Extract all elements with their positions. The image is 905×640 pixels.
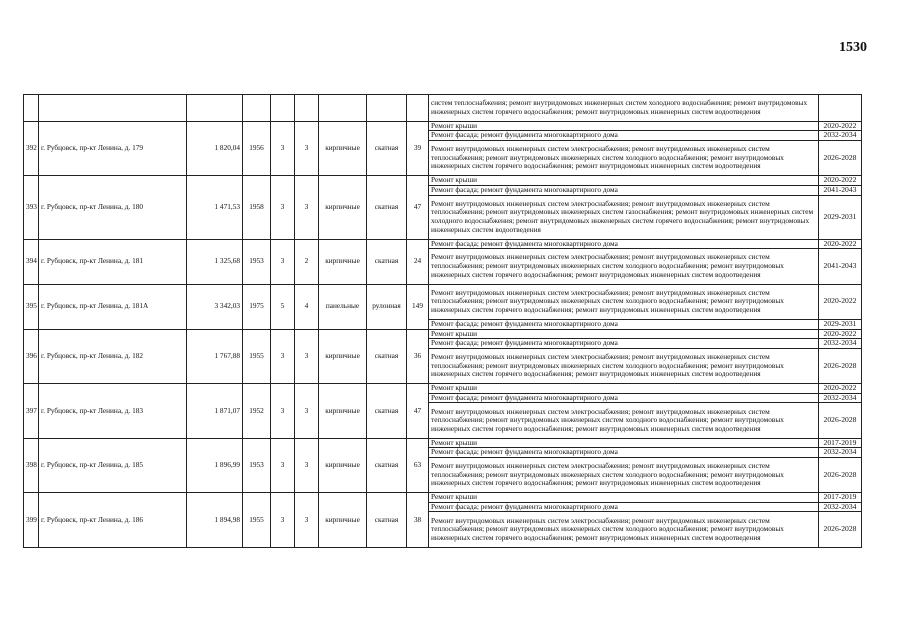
apartment-count: 47 bbox=[407, 176, 429, 239]
roof-type: скатная bbox=[367, 384, 407, 439]
work-period: 2032-2034 bbox=[819, 393, 862, 403]
work-description: Ремонт внутридомовых инженерных систем электроснабжения; ремонт внутридомовых инженерных систем теплоснабжения; ремонт внутридомовых инженерных систем холодного водоснабжения; ремонт внутридомовых инженерных систем горячего водоснабжения; ремонт внутридомовых инженерных систем водоотведения bbox=[429, 348, 819, 383]
wall-material: кирпичные bbox=[319, 239, 367, 284]
work-period: 2026-2028 bbox=[819, 140, 862, 175]
roof-type: скатная bbox=[367, 176, 407, 239]
work-period: 2020-2022 bbox=[819, 284, 862, 319]
work-description: Ремонт крыши bbox=[429, 176, 819, 186]
work-period: 2026-2028 bbox=[819, 457, 862, 492]
work-description: систем теплоснабжения; ремонт внутридомовых инженерных систем холодного водоснабжения; ремонт внутридомовых инженерных систем горячего водоснабжения; ремонт внутридомовых инженерных систем водоотведения bbox=[429, 95, 819, 122]
total-area: 1 896,99 bbox=[187, 438, 243, 493]
work-description: Ремонт внутридомовых инженерных систем электроснабжения; ремонт внутридомовых инженерных систем теплоснабжения; ремонт внутридомовых инженерных систем холодного водоснабжения; ремонт внутридомовых инженерных систем горячего водоснабжения; ремонт внутридомовых инженерных систем водоотведения bbox=[429, 249, 819, 284]
work-period: 2041-2043 bbox=[819, 249, 862, 284]
work-description: Ремонт фасада; ремонт фундамента многоквартирного дома bbox=[429, 185, 819, 195]
building-number: 395 bbox=[24, 284, 39, 329]
build-year: 1956 bbox=[243, 121, 271, 176]
building-number: 399 bbox=[24, 493, 39, 548]
table-row bbox=[24, 284, 862, 319]
wall-material: кирпичные bbox=[319, 493, 367, 548]
work-period: 2032-2034 bbox=[819, 448, 862, 458]
apartment-count: 24 bbox=[407, 239, 429, 284]
building-number: 392 bbox=[24, 121, 39, 176]
building-number: 396 bbox=[24, 329, 39, 384]
work-period: 2029-2031 bbox=[819, 319, 862, 329]
address: г. Рубцовск, пр-кт Ленина, д. 179 bbox=[39, 121, 187, 176]
work-description: Ремонт фасада; ремонт фундамента многоквартирного дома bbox=[429, 393, 819, 403]
work-period: 2017-2019 bbox=[819, 438, 862, 448]
roof-type: скатная bbox=[367, 239, 407, 284]
roof-type: скатная bbox=[367, 329, 407, 384]
floor-count: 3 bbox=[271, 438, 295, 493]
entrance-count: 3 bbox=[295, 329, 319, 384]
total-area: 1 894,98 bbox=[187, 493, 243, 548]
cell-empty bbox=[24, 95, 39, 122]
address: г. Рубцовск, пр-кт Ленина, д. 181 bbox=[39, 239, 187, 284]
work-period: 2041-2043 bbox=[819, 185, 862, 195]
table-row bbox=[24, 384, 862, 394]
floor-count: 3 bbox=[271, 121, 295, 176]
floor-count: 3 bbox=[271, 384, 295, 439]
address: г. Рубцовск, пр-кт Ленина, д. 180 bbox=[39, 176, 187, 239]
apartment-count: 39 bbox=[407, 121, 429, 176]
work-description: Ремонт крыши bbox=[429, 493, 819, 503]
floor-count: 3 bbox=[271, 176, 295, 239]
work-period: 2032-2034 bbox=[819, 131, 862, 141]
build-year: 1958 bbox=[243, 176, 271, 239]
work-description: Ремонт внутридомовых инженерных систем электроснабжения; ремонт внутридомовых инженерных систем теплоснабжения; ремонт внутридомовых инженерных систем газоснабжения; ремонт внутридомовых инженерных систем холодного водоснабжения; ремонт внутридомовых инженерных систем горячего водоснабжения; ремонт внутридомовых инженерных систем водоотведения bbox=[429, 195, 819, 239]
apartment-count: 38 bbox=[407, 493, 429, 548]
work-period: 2020-2022 bbox=[819, 239, 862, 249]
build-year: 1975 bbox=[243, 284, 271, 329]
entrance-count: 2 bbox=[295, 239, 319, 284]
cell-empty bbox=[271, 95, 295, 122]
work-description: Ремонт крыши bbox=[429, 438, 819, 448]
cell-empty bbox=[367, 95, 407, 122]
cell-empty bbox=[295, 95, 319, 122]
entrance-count: 3 bbox=[295, 176, 319, 239]
work-description: Ремонт внутридомовых инженерных систем электроснабжения; ремонт внутридомовых инженерных систем теплоснабжения; ремонт внутридомовых инженерных систем холодного водоснабжения; ремонт внутридомовых инженерных систем горячего водоснабжения; ремонт внутридомовых инженерных систем водоотведения bbox=[429, 403, 819, 438]
apartment-count: 47 bbox=[407, 384, 429, 439]
work-period: 2020-2022 bbox=[819, 176, 862, 186]
address: г. Рубцовск, пр-кт Ленина, д. 182 bbox=[39, 329, 187, 384]
work-description: Ремонт крыши bbox=[429, 329, 819, 339]
apartment-count: 36 bbox=[407, 329, 429, 384]
floor-count: 3 bbox=[271, 493, 295, 548]
total-area: 1 767,88 bbox=[187, 329, 243, 384]
build-year: 1953 bbox=[243, 438, 271, 493]
wall-material: кирпичные bbox=[319, 329, 367, 384]
work-period: 2029-2031 bbox=[819, 195, 862, 239]
work-description: Ремонт фасада; ремонт фундамента многоквартирного дома bbox=[429, 239, 819, 249]
work-description: Ремонт фасада; ремонт фундамента многоквартирного дома bbox=[429, 131, 819, 141]
work-description: Ремонт внутридомовых инженерных систем электроснабжения; ремонт внутридомовых инженерных систем теплоснабжения; ремонт внутридомовых инженерных систем холодного водоснабжения; ремонт внутридомовых инженерных систем горячего водоснабжения; ремонт внутридомовых инженерных систем водоотведения bbox=[429, 457, 819, 492]
build-year: 1953 bbox=[243, 239, 271, 284]
cell-empty bbox=[319, 95, 367, 122]
work-period: 2026-2028 bbox=[819, 403, 862, 438]
wall-material: кирпичные bbox=[319, 121, 367, 176]
roof-type: рулонная bbox=[367, 284, 407, 329]
building-number: 393 bbox=[24, 176, 39, 239]
work-period: 2020-2022 bbox=[819, 329, 862, 339]
total-area: 1 871,07 bbox=[187, 384, 243, 439]
roof-type: скатная bbox=[367, 438, 407, 493]
table-row bbox=[24, 438, 862, 448]
address: г. Рубцовск, пр-кт Ленина, д. 183 bbox=[39, 384, 187, 439]
address: г. Рубцовск, пр-кт Ленина, д. 186 bbox=[39, 493, 187, 548]
table-row bbox=[24, 121, 862, 131]
cell-empty bbox=[407, 95, 429, 122]
capital-repair-table bbox=[23, 94, 862, 548]
build-year: 1952 bbox=[243, 384, 271, 439]
entrance-count: 4 bbox=[295, 284, 319, 329]
work-period: 2026-2028 bbox=[819, 512, 862, 547]
wall-material: кирпичные bbox=[319, 176, 367, 239]
building-number: 397 bbox=[24, 384, 39, 439]
wall-material: панельные bbox=[319, 284, 367, 329]
work-description: Ремонт крыши bbox=[429, 121, 819, 131]
entrance-count: 3 bbox=[295, 384, 319, 439]
address: г. Рубцовск, пр-кт Ленина, д. 185 bbox=[39, 438, 187, 493]
apartment-count: 63 bbox=[407, 438, 429, 493]
work-description: Ремонт внутридомовых инженерных систем электроснабжения; ремонт внутридомовых инженерных систем теплоснабжения; ремонт внутридомовых инженерных систем холодного водоснабжения; ремонт внутридомовых инженерных систем горячего водоснабжения; ремонт внутридомовых инженерных систем водоотведения bbox=[429, 284, 819, 319]
build-year: 1955 bbox=[243, 493, 271, 548]
entrance-count: 3 bbox=[295, 493, 319, 548]
table-body bbox=[24, 95, 862, 548]
continuation-row bbox=[24, 95, 862, 122]
total-area: 1 325,68 bbox=[187, 239, 243, 284]
work-period bbox=[819, 95, 862, 122]
build-year: 1955 bbox=[243, 329, 271, 384]
entrance-count: 3 bbox=[295, 438, 319, 493]
work-period: 2020-2022 bbox=[819, 121, 862, 131]
work-description: Ремонт внутридомовых инженерных систем электроснабжения; ремонт внутридомовых инженерных систем теплоснабжения; ремонт внутридомовых инженерных систем холодного водоснабжения; ремонт внутридомовых инженерных систем горячего водоснабжения; ремонт внутридомовых инженерных систем водоотведения bbox=[429, 140, 819, 175]
apartment-count: 149 bbox=[407, 284, 429, 329]
work-description: Ремонт фасада; ремонт фундамента многоквартирного дома bbox=[429, 319, 819, 329]
cell-empty bbox=[39, 95, 187, 122]
floor-count: 3 bbox=[271, 329, 295, 384]
table-row bbox=[24, 329, 862, 339]
total-area: 1 820,04 bbox=[187, 121, 243, 176]
work-description: Ремонт фасада; ремонт фундамента многоквартирного дома bbox=[429, 448, 819, 458]
floor-count: 5 bbox=[271, 284, 295, 329]
work-description: Ремонт крыши bbox=[429, 384, 819, 394]
table-row bbox=[24, 239, 862, 249]
entrance-count: 3 bbox=[295, 121, 319, 176]
work-period: 2020-2022 bbox=[819, 384, 862, 394]
address: г. Рубцовск, пр-кт Ленина, д. 181А bbox=[39, 284, 187, 329]
cell-empty bbox=[243, 95, 271, 122]
roof-type: скатная bbox=[367, 493, 407, 548]
roof-type: скатная bbox=[367, 121, 407, 176]
table-row bbox=[24, 176, 862, 186]
work-period: 2032-2034 bbox=[819, 502, 862, 512]
page-number: 1530 bbox=[839, 40, 867, 55]
work-description: Ремонт внутридомовых инженерных систем электроснабжения; ремонт внутридомовых инженерных систем теплоснабжения; ремонт внутридомовых инженерных систем холодного водоснабжения; ремонт внутридомовых инженерных систем горячего водоснабжения; ремонт внутридомовых инженерных систем водоотведения bbox=[429, 512, 819, 547]
work-period: 2017-2019 bbox=[819, 493, 862, 503]
cell-empty bbox=[187, 95, 243, 122]
floor-count: 3 bbox=[271, 239, 295, 284]
work-description: Ремонт фасада; ремонт фундамента многоквартирного дома bbox=[429, 339, 819, 349]
wall-material: кирпичные bbox=[319, 384, 367, 439]
wall-material: кирпичные bbox=[319, 438, 367, 493]
building-number: 394 bbox=[24, 239, 39, 284]
building-number: 398 bbox=[24, 438, 39, 493]
work-description: Ремонт фасада; ремонт фундамента многоквартирного дома bbox=[429, 502, 819, 512]
work-period: 2026-2028 bbox=[819, 348, 862, 383]
total-area: 1 471,53 bbox=[187, 176, 243, 239]
total-area: 3 342,03 bbox=[187, 284, 243, 329]
work-period: 2032-2034 bbox=[819, 339, 862, 349]
table-row bbox=[24, 493, 862, 503]
